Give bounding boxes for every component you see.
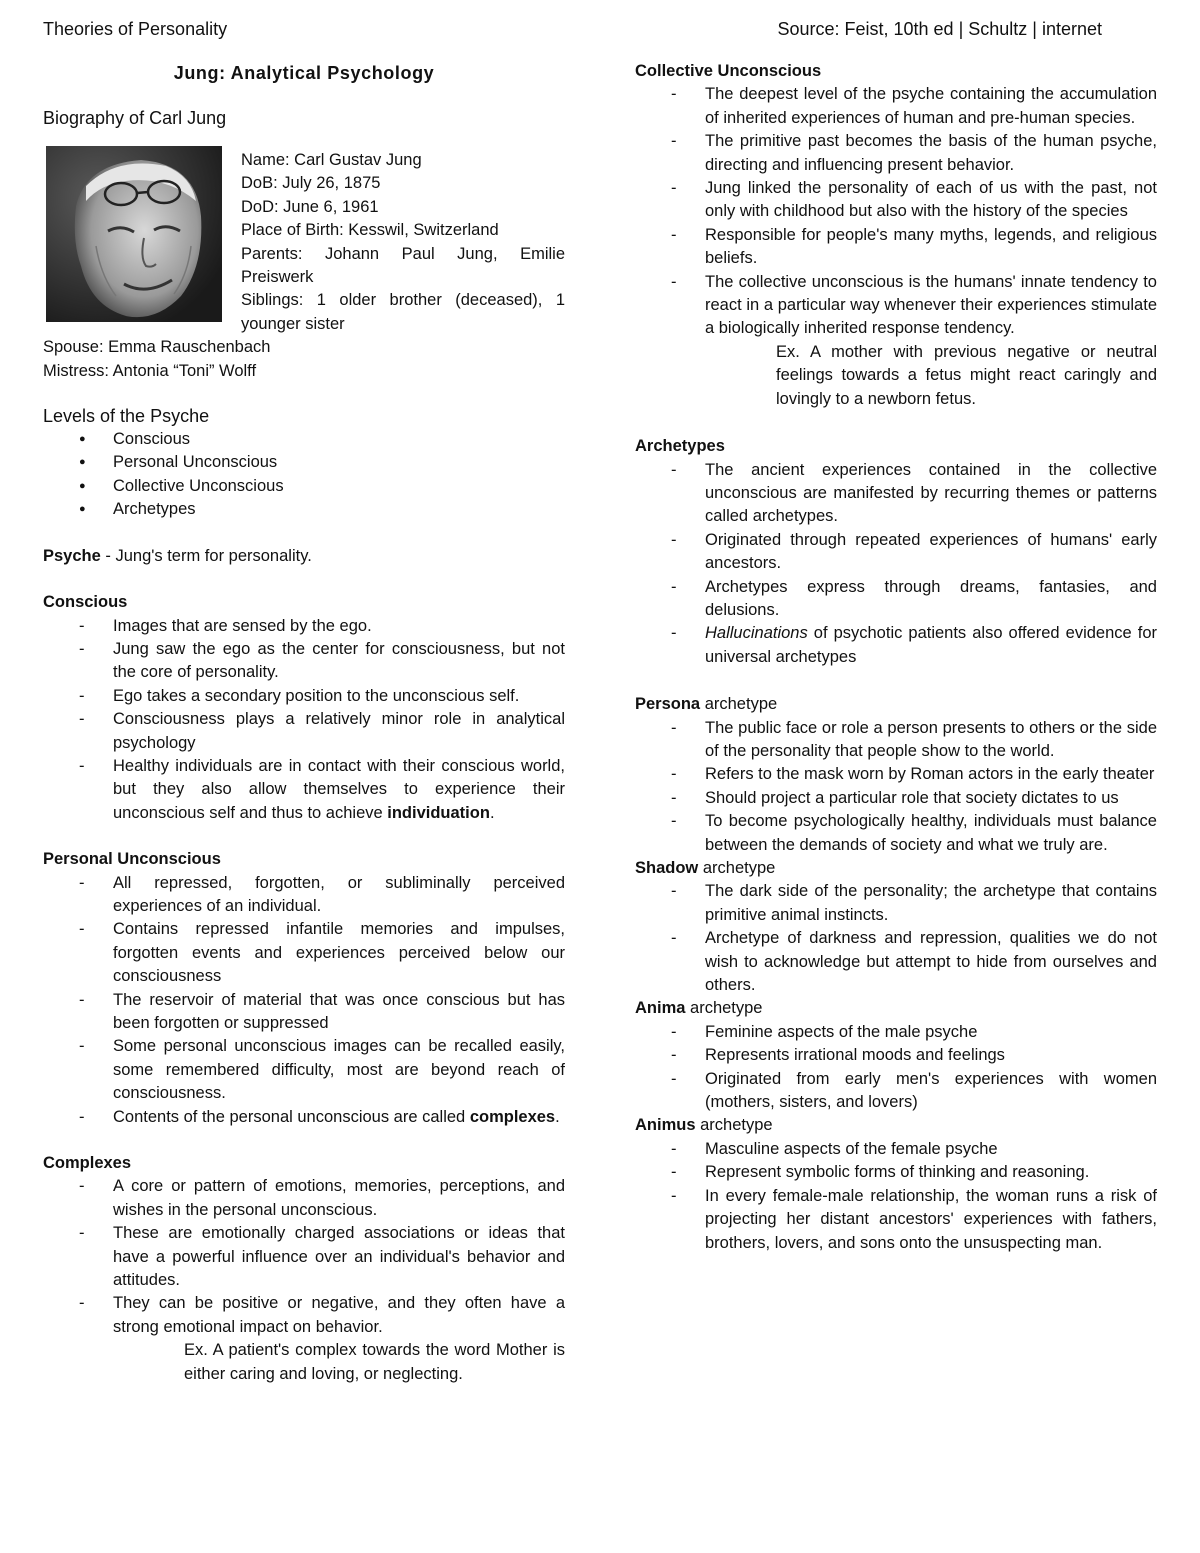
list-item: ● Conscious bbox=[43, 428, 565, 451]
bio-heading: Biography of Carl Jung bbox=[43, 108, 227, 128]
list-item: - The public face or role a person presents to others or the side of the personality that people show to the world. bbox=[635, 717, 1157, 764]
list-item: - The ancient experiences contained in the collective unconscious are manifested by recurring themes or patterns called archetypes. bbox=[635, 459, 1157, 529]
archetypes-list bbox=[635, 459, 1157, 670]
persona-suffix: archetype bbox=[700, 695, 778, 714]
list-item: - Responsible for people's many myths, legends, and religious beliefs. bbox=[635, 224, 1157, 271]
text: of psychotic patients also offered evidence for universal archetypes bbox=[705, 624, 1157, 666]
left-column bbox=[43, 60, 565, 1386]
collective-unconscious-list bbox=[635, 83, 1157, 340]
header-right: Source: Feist, 10th ed | Schultz | internet bbox=[777, 19, 1102, 39]
list-item: - To become psychologically healthy, individuals must balance between the demands of society and what we truly are. bbox=[635, 810, 1157, 857]
text: Healthy individuals are in contact with their conscious world, but they also allow themselves to experience their unconscious self and thus to achieve bbox=[113, 756, 565, 822]
conscious-list bbox=[43, 615, 565, 826]
bio-siblings: Siblings: 1 older brother (deceased), 1 younger sister bbox=[241, 291, 565, 333]
archetypes-heading: Archetypes bbox=[635, 437, 725, 456]
list-item: - The deepest level of the psyche containing the accumulation of inherited experiences of human and pre-human species. bbox=[635, 83, 1157, 130]
list-item: - Contains repressed infantile memories and impulses, forgotten events and experiences perceived below our consciousness bbox=[43, 918, 565, 988]
list-item: - Originated through repeated experiences of humans' early ancestors. bbox=[635, 529, 1157, 576]
shadow-list bbox=[635, 880, 1157, 997]
portrait-photo bbox=[46, 146, 222, 322]
term-individuation: individuation bbox=[387, 803, 490, 822]
shadow-term: Shadow bbox=[635, 859, 699, 877]
list-item: ● Collective Unconscious bbox=[43, 475, 565, 498]
bio-dod: DoD: June 6, 1961 bbox=[241, 197, 379, 216]
anima-term: Anima bbox=[635, 999, 686, 1018]
list-item: - Refers to the mask worn by Roman actors in the early theater bbox=[635, 763, 1157, 786]
bio-mistress: Mistress: Antonia “Toni” Wolff bbox=[43, 361, 257, 380]
list-item: - These are emotionally charged associations or ideas that have a powerful influence over an individual's behavior and attitudes. bbox=[43, 1222, 565, 1292]
bio-dob: DoB: July 26, 1875 bbox=[241, 174, 381, 193]
list-item: - Feminine aspects of the male psyche bbox=[635, 1021, 1157, 1044]
animus-list bbox=[635, 1138, 1157, 1255]
list-item: - Represent symbolic forms of thinking and reasoning. bbox=[635, 1161, 1157, 1184]
bio-parents: Parents: Johann Paul Jung, Emilie Preiswerk bbox=[241, 244, 565, 287]
list-item: - A core or pattern of emotions, memories, perceptions, and wishes in the personal unconscious. bbox=[43, 1175, 565, 1222]
persona-term: Persona bbox=[635, 695, 701, 714]
list-item bbox=[635, 622, 1157, 669]
bio-details bbox=[241, 149, 565, 336]
list-item: - In every female-male relationship, the woman runs a risk of projecting her distant ancestors' experiences with fathers, brothers, lovers, and sons onto the unsuspecting man. bbox=[635, 1185, 1157, 1255]
term-complexes: complexes bbox=[469, 1107, 556, 1126]
psyche-term: Psyche bbox=[43, 546, 101, 565]
list-item: ● Personal Unconscious bbox=[43, 451, 565, 474]
list-item: - Masculine aspects of the female psyche bbox=[635, 1138, 1157, 1161]
personal-unconscious-list bbox=[43, 872, 565, 1129]
levels-heading: Levels of the Psyche bbox=[43, 406, 210, 427]
list-item: - The dark side of the personality; the archetype that contains primitive animal instincts. bbox=[635, 880, 1157, 927]
text: . bbox=[555, 1107, 560, 1126]
text: . bbox=[489, 803, 495, 822]
list-item: - Represents irrational moods and feelings bbox=[635, 1044, 1157, 1067]
conscious-heading: Conscious bbox=[43, 593, 128, 612]
bio-pob: Place of Birth: Kesswil, Switzerland bbox=[241, 221, 499, 240]
persona-list bbox=[635, 717, 1157, 857]
psyche-def: - Jung's term for personality. bbox=[100, 546, 312, 565]
complexes-heading: Complexes bbox=[43, 1154, 132, 1173]
list-item: - Jung saw the ego as the center for consciousness, but not the core of personality. bbox=[43, 638, 565, 685]
list-item: - Ego takes a secondary position to the unconscious self. bbox=[43, 685, 565, 708]
list-item: - The primitive past becomes the basis of the human psyche, directing and influencing present behavior. bbox=[635, 130, 1157, 177]
term-hallucinations: Hallucinations bbox=[705, 624, 808, 643]
shadow-suffix: archetype bbox=[698, 859, 776, 877]
list-item: - Jung linked the personality of each of us with the past, not only with childhood but also with the history of the species bbox=[635, 177, 1157, 224]
shadow-heading bbox=[635, 857, 1157, 880]
list-item: - Originated from early men's experiences with women (mothers, sisters, and lovers) bbox=[635, 1068, 1157, 1115]
levels-list bbox=[43, 428, 565, 522]
complexes-example: Ex. A patient's complex towards the word Mother is either caring and loving, or neglecting. bbox=[184, 1341, 565, 1383]
bio-name: Name: Carl Gustav Jung bbox=[241, 151, 422, 169]
list-item: - The collective unconscious is the humans' innate tendency to react in a particular way whenever their experiences stimulate a biologically inherited response tendency. bbox=[635, 271, 1157, 341]
bio-block bbox=[43, 149, 565, 336]
anima-suffix: archetype bbox=[685, 999, 763, 1018]
complexes-list bbox=[43, 1175, 565, 1339]
bio-spouse: Spouse: Emma Rauschenbach bbox=[43, 338, 271, 357]
list-item: - Archetype of darkness and repression, qualities we do not wish to acknowledge but attempt to hide from ourselves and others. bbox=[635, 927, 1157, 997]
list-item: - The reservoir of material that was once conscious but has been forgotten or suppressed bbox=[43, 989, 565, 1036]
animus-term: Animus bbox=[635, 1116, 696, 1135]
list-item: ● Archetypes bbox=[43, 498, 565, 521]
list-item: - They can be positive or negative, and they often have a strong emotional impact on behavior. bbox=[43, 1292, 565, 1339]
collective-example: Ex. A mother with previous negative or neutral feelings towards a fetus might react caringly and lovingly to a newborn fetus. bbox=[776, 342, 1157, 408]
list-item bbox=[43, 1106, 565, 1129]
document-title: Jung: Analytical Psychology bbox=[173, 63, 435, 83]
text: Contents of the personal unconscious are called bbox=[113, 1107, 470, 1126]
list-item: - Archetypes express through dreams, fantasies, and delusions. bbox=[635, 576, 1157, 623]
list-item: - Images that are sensed by the ego. bbox=[43, 615, 565, 638]
personal-unconscious-heading: Personal Unconscious bbox=[43, 850, 221, 869]
persona-heading bbox=[635, 693, 1157, 716]
anima-heading bbox=[635, 997, 1157, 1020]
psyche-definition bbox=[43, 545, 565, 568]
list-item: - Consciousness plays a relatively minor role in analytical psychology bbox=[43, 708, 565, 755]
list-item bbox=[43, 755, 565, 825]
animus-heading bbox=[635, 1114, 1157, 1137]
list-item: - Should project a particular role that society dictates to us bbox=[635, 787, 1157, 810]
collective-unconscious-heading: Collective Unconscious bbox=[635, 62, 822, 80]
list-item: - All repressed, forgotten, or subliminally perceived experiences of an individual. bbox=[43, 872, 565, 919]
right-column bbox=[635, 60, 1157, 1255]
list-item: - Some personal unconscious images can be recalled easily, some remembered difficulty, most are beyond reach of consciousness. bbox=[43, 1035, 565, 1105]
animus-suffix: archetype bbox=[695, 1116, 773, 1135]
header-left: Theories of Personality bbox=[43, 19, 228, 39]
anima-list bbox=[635, 1021, 1157, 1115]
